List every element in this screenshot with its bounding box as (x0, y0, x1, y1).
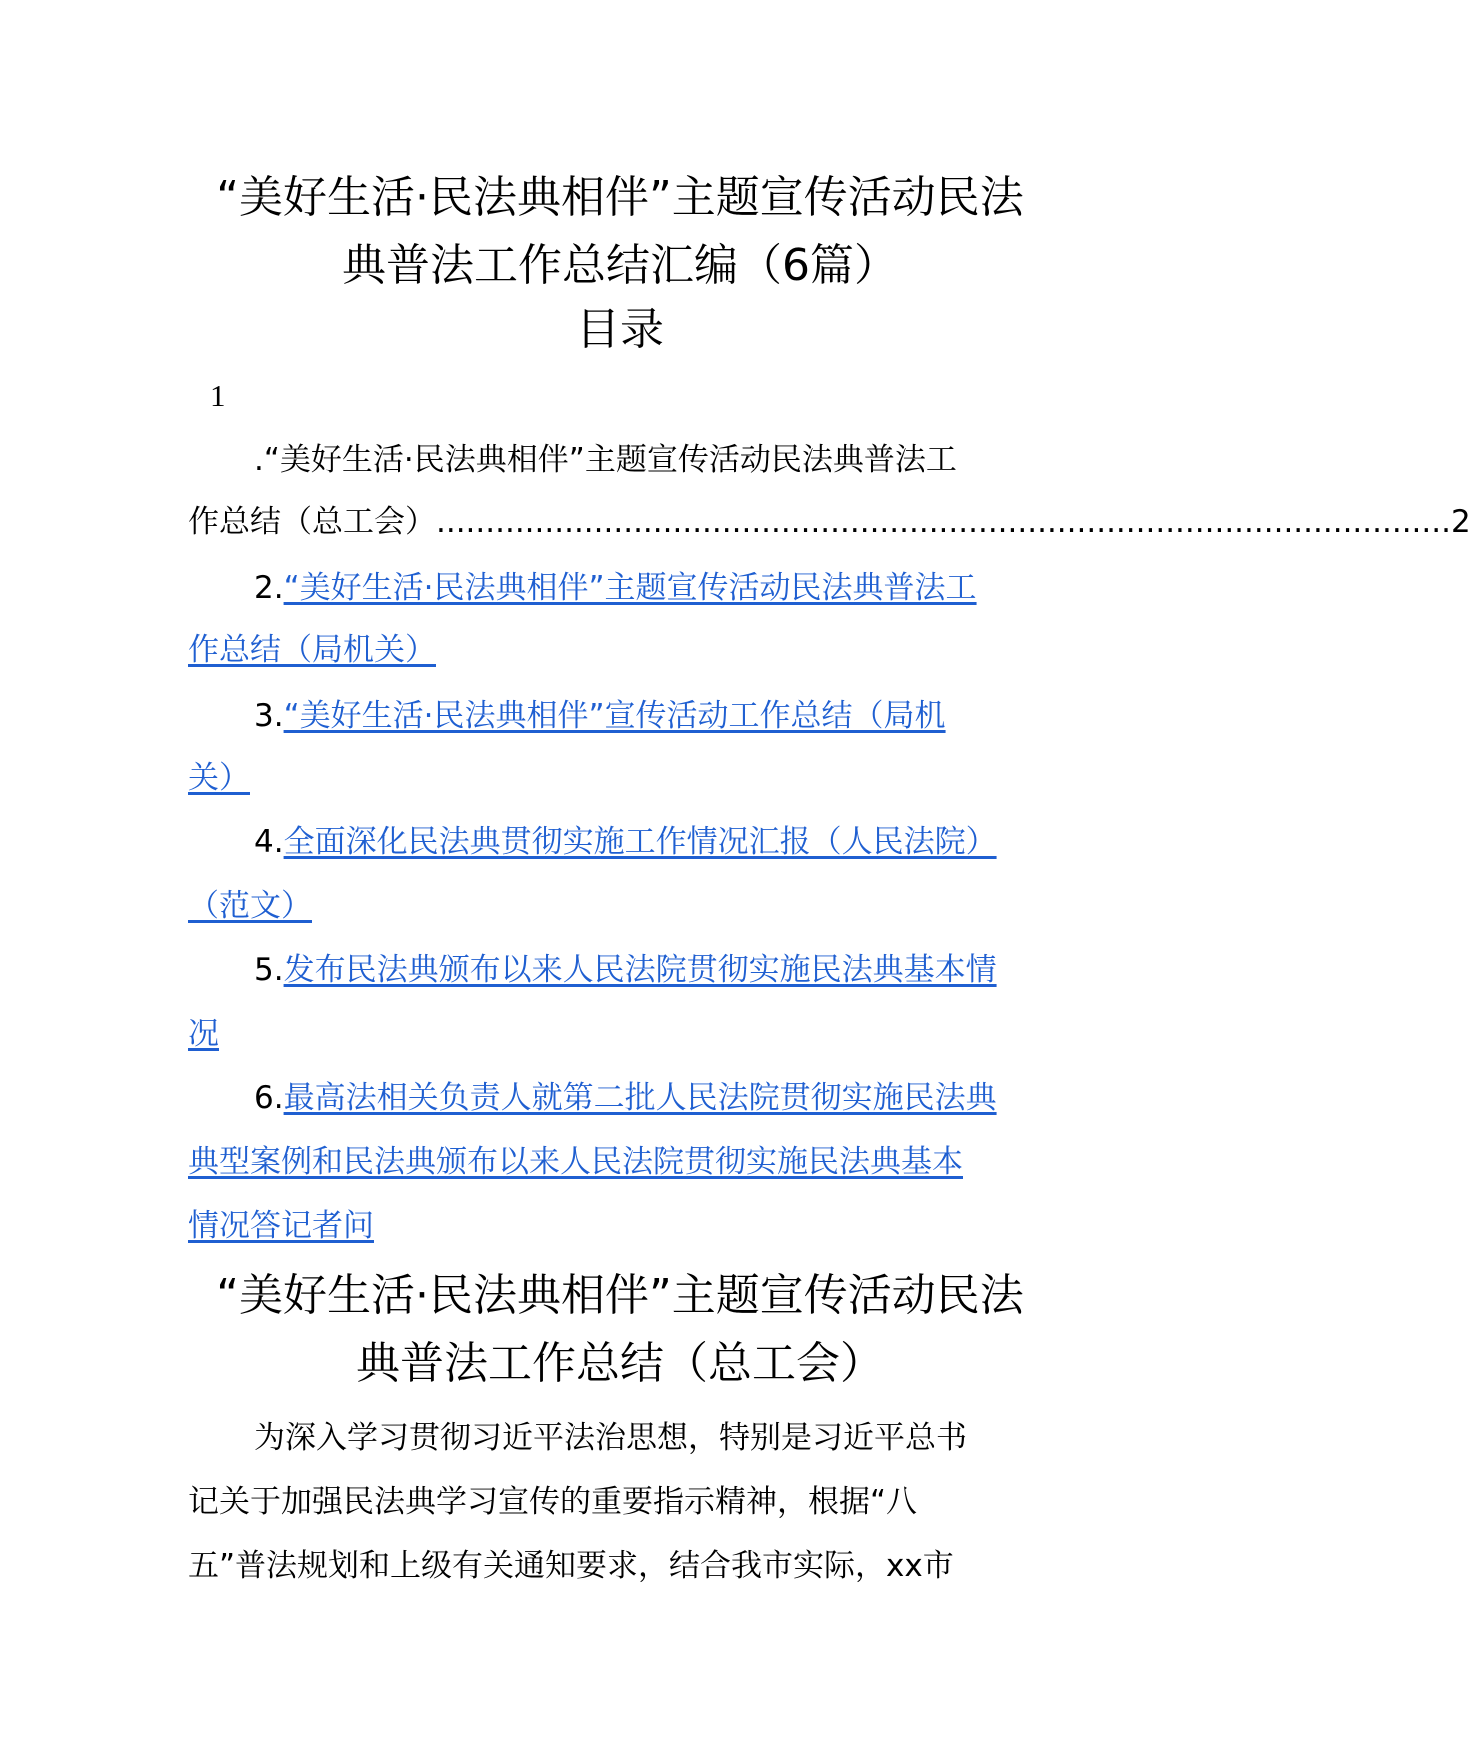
toc-item-5-number: 5. (254, 952, 284, 988)
toc-leader-dots: ....................................................................................................... (436, 504, 1451, 540)
toc-item-3-link-cont[interactable]: 关） (188, 760, 250, 796)
toc-item-6-line-2 (188, 1142, 1056, 1182)
toc-item-4-line-1 (254, 822, 1056, 862)
body-paragraph-line-1: 为深入学习贯彻习近平法治思想，特别是习近平总书 (254, 1420, 967, 1456)
toc-item-2-line-2 (188, 630, 1056, 670)
toc-item-6-link-cont[interactable]: 典型案例和民法典颁布以来人民法院贯彻实施民法典基本 (188, 1144, 963, 1180)
toc-item-2-line-1 (254, 568, 1056, 608)
toc-item-2-link-cont[interactable]: 作总结（局机关） (188, 632, 436, 668)
toc-item-3-number: 3. (254, 698, 284, 734)
toc-item-1-number: . (254, 442, 264, 478)
toc-item-4-line-2 (188, 886, 1056, 926)
toc-item-6-line-3 (188, 1206, 1056, 1246)
toc-item-1-line-2 (188, 502, 1471, 542)
toc-item-5-link-cont[interactable]: 况 (188, 1016, 219, 1052)
body-paragraph-line-2: 记关于加强民法典学习宣传的重要指示精神，根据“八 (188, 1484, 918, 1520)
toc-item-1-title: “美好生活·民法典相伴”主题宣传活动民法典普法工 (263, 442, 957, 478)
toc-item-6-link-cont-2[interactable]: 情况答记者问 (188, 1208, 374, 1244)
document-title-line-1: “美好生活·民法典相伴”主题宣传活动民法 (216, 172, 1024, 223)
toc-item-3-line-1 (254, 696, 1056, 736)
toc-item-4-link-cont[interactable]: （范文） (188, 888, 312, 924)
toc-item-4-link[interactable]: 全面深化民法典贯彻实施工作情况汇报（人民法院） (283, 824, 997, 860)
toc-item-4-number: 4. (254, 824, 284, 860)
toc-item-5-line-2 (188, 1014, 1056, 1054)
toc-item-2-link[interactable]: “美好生活·民法典相伴”主题宣传活动民法典普法工 (283, 570, 977, 606)
toc-item-3-link[interactable]: “美好生活·民法典相伴”宣传活动工作总结（局机 (283, 698, 946, 734)
toc-heading: 目录 (576, 304, 664, 355)
toc-item-5-line-1 (254, 950, 1056, 990)
toc-item-1-title-cont: 作总结（总工会） (188, 504, 436, 540)
section-title-line-1: “美好生活·民法典相伴”主题宣传活动民法 (216, 1270, 1024, 1321)
toc-item-2-number: 2. (254, 570, 284, 606)
toc-item-3-line-2 (188, 758, 1056, 798)
toc-item-6-line-1 (254, 1078, 1056, 1118)
toc-marker: 1 (210, 378, 226, 413)
toc-item-1-page: 2 (1450, 504, 1471, 540)
toc-item-6-number: 6. (254, 1080, 284, 1116)
body-paragraph-line-3: 五”普法规划和上级有关通知要求，结合我市实际，xx市 (188, 1548, 954, 1584)
section-title-line-2: 典普法工作总结（总工会） (356, 1338, 884, 1389)
document-title-line-2: 典普法工作总结汇编（6篇） (342, 240, 898, 291)
toc-item-6-link[interactable]: 最高法相关负责人就第二批人民法院贯彻实施民法典 (283, 1080, 997, 1116)
toc-item-5-link[interactable]: 发布民法典颁布以来人民法院贯彻实施民法典基本情 (283, 952, 997, 988)
toc-item-1-line-1 (254, 440, 1056, 480)
